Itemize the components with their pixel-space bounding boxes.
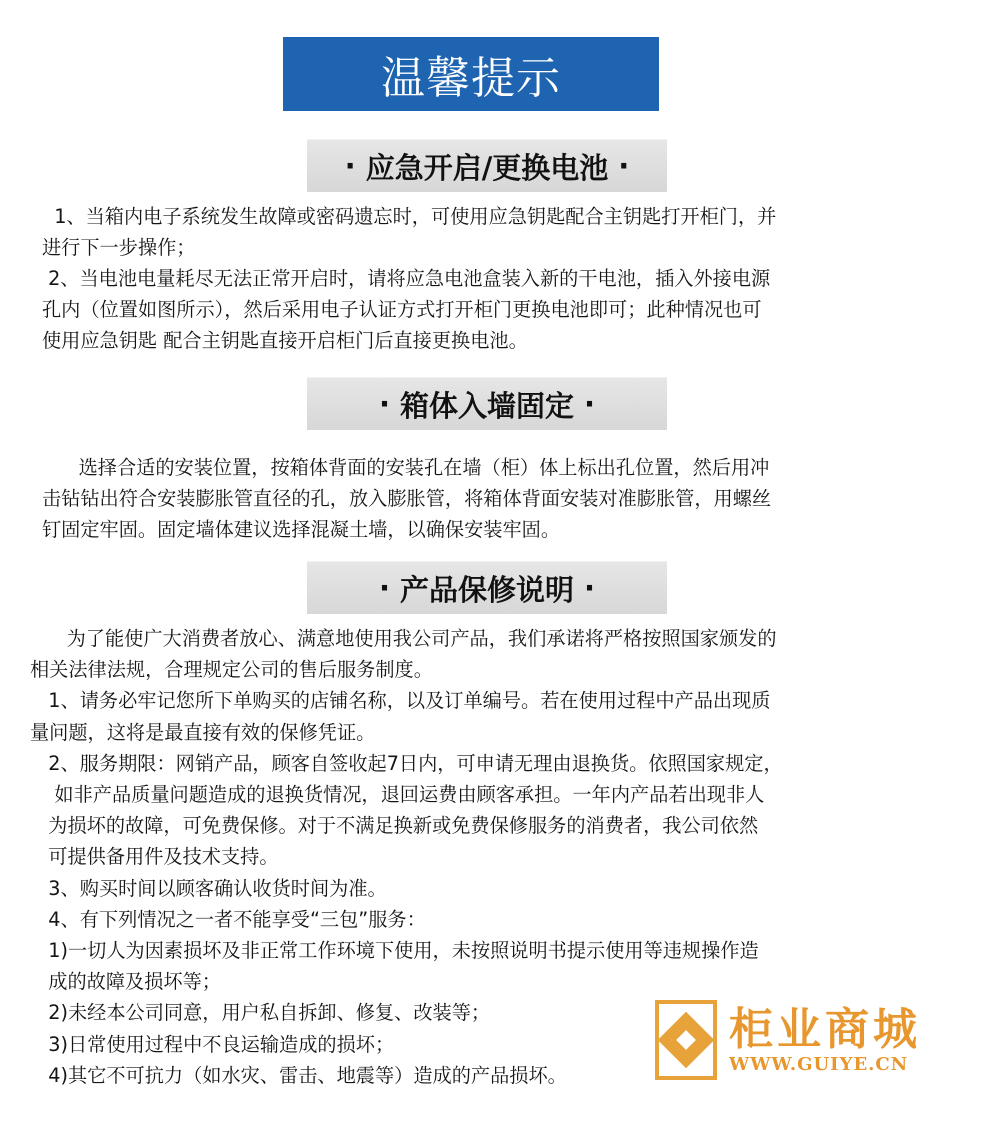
text-line: 钉固定牢固。固定墙体建议选择混凝土墙，以确保安装牢固。	[42, 518, 561, 541]
coin-logo-icon	[655, 1000, 717, 1080]
text-line: 成的故障及损坏等；	[30, 970, 221, 994]
heading-dot: ·	[378, 571, 390, 605]
text-line: 2、服务期限：网销产品，顾客自签收起7日内，可申请无理由退换货。依照国家规定，	[30, 751, 783, 775]
section-heading-text: 产品保修说明	[399, 572, 574, 607]
heading-dot: ·	[378, 387, 390, 421]
heading-dot: ·	[618, 149, 630, 183]
text-line: 为了能使广大消费者放心、满意地使用我公司产品，我们承诺将严格按照国家颁发的	[30, 627, 777, 650]
text-line: 2)未经本公司同意，用户私自拆卸、修复、改装等；	[30, 1001, 491, 1025]
section-heading-emergency	[307, 139, 667, 192]
section-body-emergency	[42, 201, 776, 356]
text-line: 2、当电池电量耗尽无法正常开启时，请将应急电池盒装入新的干电池，插入外接电源	[42, 267, 771, 290]
store-logo	[655, 1000, 955, 1080]
section-heading-text: 箱体入墙固定	[399, 388, 574, 423]
text-line: 相关法律法规，合理规定公司的售后服务制度。	[30, 658, 433, 682]
section-heading-text: 应急开启/更换电池	[365, 150, 609, 185]
logo-url: WWW.GUIYE.CN	[729, 1053, 909, 1075]
text-line: 4)其它不可抗力（如水灾、雷击、地震等）造成的产品损坏。	[30, 1063, 567, 1087]
text-line: 击钻钻出符合安装膨胀管直径的孔，放入膨胀管，将箱体背面安装对准膨胀管，用螺丝	[42, 487, 772, 510]
banner-title: 温馨提示	[381, 53, 561, 104]
section-body-wall-mount	[42, 452, 771, 545]
section-heading-wall-mount	[307, 377, 667, 430]
text-line: 1)一切人为因素损坏及非正常工作环境下使用，未按照说明书提示使用等违规操作造	[30, 939, 759, 963]
text-line: 进行下一步操作；	[42, 236, 196, 259]
text-line: 3)日常使用过程中不良运输造成的损坏；	[30, 1032, 395, 1056]
text-line: 3、购买时间以顾客确认收货时间为准。	[30, 876, 387, 900]
text-line: 4、有下列情况之一者不能享受“三包”服务：	[30, 907, 426, 931]
text-line: 1、请务必牢记您所下单购买的店铺名称，以及订单编号。若在使用过程中产品出现质	[30, 689, 771, 713]
text-line: 量问题，这将是最直接有效的保修凭证。	[30, 720, 376, 744]
heading-dot: ·	[584, 571, 596, 605]
text-line: 选择合适的安装位置，按箱体背面的安装孔在墙（柜）体上标出孔位置，然后用冲	[42, 456, 770, 479]
text-line: 可提供备用件及技术支持。	[30, 845, 279, 869]
text-line: 孔内（位置如图所示），然后采用电子认证方式打开柜门更换电池即可；此种情况也可	[42, 298, 762, 321]
section-heading-warranty	[307, 561, 667, 614]
text-line: 1、当箱内电子系统发生故障或密码遗忘时，可使用应急钥匙配合主钥匙打开柜门，并	[42, 205, 777, 228]
heading-dot: ·	[344, 149, 356, 183]
heading-dot: ·	[584, 387, 596, 421]
text-line: 为损坏的故障，可免费保修。对于不满足换新或免费保修服务的消费者，我公司依然	[30, 814, 759, 838]
logo-name: 柜业商城	[729, 1003, 921, 1055]
text-line: 使用应急钥匙 配合主钥匙直接开启柜门后直接更换电池。	[42, 329, 528, 352]
text-line: 如非产品质量问题造成的退换货情况，退回运费由顾客承担。一年内产品若出现非人	[30, 783, 765, 807]
title-banner	[283, 37, 659, 111]
